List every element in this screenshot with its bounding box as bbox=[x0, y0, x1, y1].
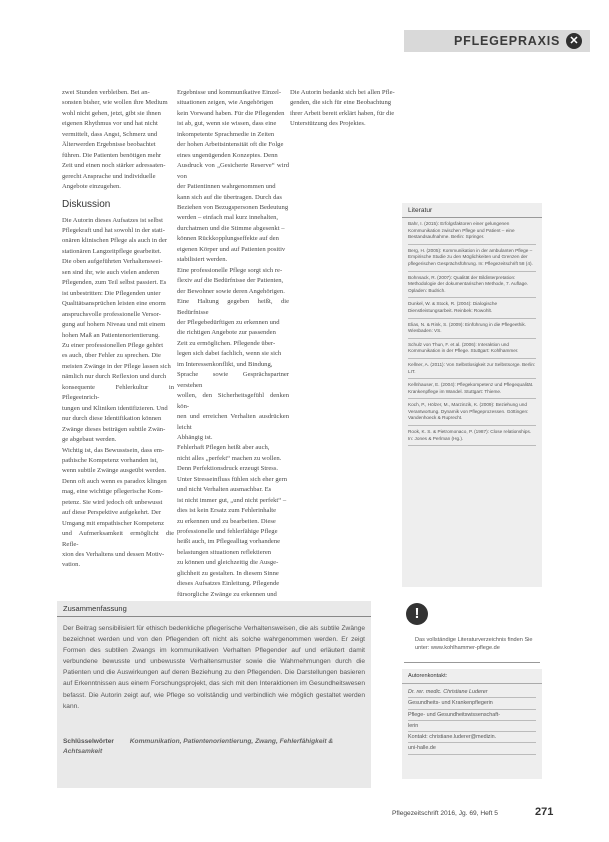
summary-title: Zusammenfassung bbox=[57, 601, 371, 617]
author-line: Gesundheits- und Krankenpflegerin bbox=[408, 698, 536, 709]
keywords-label: Schlüsselwörter bbox=[63, 738, 114, 745]
literature-item: Dunkel, W. & Stock, R. (2004): Dialogische Dienstleistungsarbeit. Reinbek: Rowohlt. bbox=[408, 298, 536, 318]
literature-item: Rook, K. S. & Pietromonaco, P. (1987): Close relationships. In: Jones & Perlman (Hg.). bbox=[408, 426, 536, 446]
column-1-bottom-text: Die Autorin dieses Aufsatzes ist selbst Pflegekraft und hat sowohl in der stati- onären klinischen Pflege als auch in der stationären Langzeitpflege gearbeitet. Die oben aufgeführten Verhaltenswei- sen sind ihr, wie auch vielen anderen Pflegenden, zum Teil selbst passiert. Es ist unbestritten: Die Pflegenden unter Qualitätsansprüchen leisten eine enorm anspruchsvolle professionelle Versor- gung auf hohem Niveau und mit einem hohen Maß an Patientenorientierung. Zu einer professionellen Pflege gehört es auch, über Fehler zu sprechen. Die meisten Zwänge in der Pflege lassen sich nämlich nur durch Reflexion und durch konsequente Fehlerkultur in Pflegeeinrich- tungen und Kliniken identifizieren. Und nur durch diese Identifikation können Zwänge dieses beiträgen subtile Zwän- ge abgebaut werden. Wichtig ist, das Bewusstsein, dass em- pathische Kompetenz vorhanden ist, wenn subtile Zwänge ausgeübt werden. Denn oft auch wenn es paradox klingen mag, eine wichtige pflegerische Kom- petenz. Sie wird jedoch oft unbewusst auf diese Perspektive aufgekehrt. Der Umgang mit empathischer Kompetenz und Aufmerksamkeit ermöglicht die Refle- xion des Verhaltens und dessen Motiv- vation. bbox=[62, 216, 174, 569]
literature-item: Kellnhauser, E. (2004): Pflegekompetenz und Pflegequalität. Krankenpflege im Wandel. Stuttgart: Thieme. bbox=[408, 379, 536, 399]
footer-journal: Pflegezeitschrift 2016, Jg. 69, Heft 5 bbox=[392, 810, 498, 817]
column-3 bbox=[290, 88, 403, 130]
summary-text: Der Beitrag sensibilisiert für ethisch bedenkliche pflegerische Verhaltensweisen, die als subtile Zwänge bezeichnet werden und von den Pflegenden oft nicht als solche wahrgenommen werden. Er zeigt Formen des subtilen Zwangs im kommunikativen Verhalten Pflegender auf und erläutert damit verbundene bewusste und unbewusste Verhaltensmuster sowie die Wahrnehmungen durch die Patienten und die Auswirkungen auf deren Beziehung zu den Pflegenden. Die Darstellungen basieren auf Erkenntnissen aus einem Forschungsprojekt, das sich mit den Interaktionen im Gesundheitswesen befasst. Die Autorin zeigt auf, wie Pflege so vollständig und verbindlich wie möglich gestaltet werden kann. bbox=[63, 625, 365, 710]
literature-item: Kellner, A. (2011): Von Selbstlosigkeit zur Selbstsorge. Berlin: LIT. bbox=[408, 359, 536, 379]
literature-title: Literatur bbox=[402, 203, 542, 218]
column-1-top-text: zwei Stunden verbleiben. Bei an- sonsten bisher, wie wollen ihre Medium wohl nicht gehen, jetzt, gibt sie ihnen eigenen Rhythmus vor und hat nicht vermittelt, dass Angst, Schmerz und Älterwerden Ergebnisse beobachtet führen. Die Patienten benötigen mehr Zeit und einen noch stärker adressaten- gerecht Ansprache und individuelle Angebote einzugehen. bbox=[62, 89, 168, 191]
literature-item: Bohnsack, R. (2007): Qualität der Bildinterpretation: Methodologie der dokumentarischen Methode, 7. Auflage. Opladen: Budrich. bbox=[408, 272, 536, 299]
page-number: 271 bbox=[535, 806, 554, 818]
column-2-text: Ergebnisse und kommunikative Einzel- situationen zeigen, wie Angehörigen kein Vorwand haben. Für die Pflegenden ist ab, gut, wenn sie wissen, dass eine inkompetente Sprachmedie in Zeiten der hohen Arbeitsintensität oft die Folge eines ungenügenden Konzeptes. Denn Ausdruck von „Gesicherte Reserve“ wird von der Patientinnen wahrgenommen und kann sich auf die übertragen. Durch das Beziehen von Bezugspersonen Bedeutung werden – einfach mal kurz innehalten, durchatmen und die Stimme abgesenkt – können Rückkopplungseffekte auf den eigenen Körper und auf Patienten positiv stabilisiert werden. Eine professionelle Pflege sorgt sich re- flexiv auf die Bedürfnisse der Patienten, der Bewohner sowie deren Angehörigen. Eine Haltung gegeben heißt, die Bedürfnisse der Pflegebedürftigen zu erkennen und die richtigen Angebote zur passenden Zeit zu ermöglichen. Pflegende über- legen sich dabei fachlich, wenn sie sich im Interessenkonflikt, und Bindung, Sprache sowie Gesprächspartner verstehen wollen, den Sicherheitsgefühl denken kön- nen und erreichen Verhalten ausdrücken leicht Abhängig ist. Fehlerhaft Pflegen heißt aber auch, nicht alles „perfekt“ machen zu wollen. Denn Perfektionsdruck erzeugt Stress. Unter Stresseinfluss fühlen sich eher gern und nicht Verhalten ausmachbar. Es ist nicht immer gut, „und nicht perfekt“ – dies ist kein Ersatz zum Fehlerinhalte zu erkennen und zu bearbeiten. Diese professionelle und fehlerfähige Pflege heißt auch, im Pflegealltag vorhandene belastungen situationen reflektieren zu können und gleichzeitig die Ausge- glichheit zu gestalten. In diesem Sinne dieses Aufsatzes Einleitung. Pflegende fürsorgliche Zwänge zu erkennen und bbox=[177, 89, 289, 598]
literature-item: Berg, H. (2005): Kommunikation in der ambulanten Pflege – Empirische Studie zu den Möglichkeiten und Grenzen der pflegerischen Gesprächsführung. In: Pflegezeitschrift 58 (4). bbox=[408, 245, 536, 272]
literature-item: Schulz von Thun, F. et al. (2006): Interaktion und Kommunikation in der Pflege. Stuttgart: Kohlhammer. bbox=[408, 339, 536, 359]
author-line: Pflege- und Gesundheitswissenschaft- bbox=[408, 710, 536, 721]
author-line: uni-halle.de bbox=[408, 743, 536, 754]
author-line: lerin bbox=[408, 721, 536, 732]
literature-item: Koch, P., Hölzer, M., Marzinzik, K. (2009): Beziehung und Verantwortung. Dynamik von Pflegeprozessen. Göttingen: Vandenhoeck & Ruprecht. bbox=[408, 399, 536, 426]
literature-item: Bahr, I. (2015): Erfolgsfaktoren einer gelungenen Kommunikation zwischen Pflege und Patient – eine Bestandsaufnahme. Berlin: Springer. bbox=[408, 218, 536, 245]
keywords-value: Kommunikation, Patientenorientierung, Zwang, Fehlerfähigkeit & Achtsamkeit bbox=[63, 738, 334, 755]
author-details bbox=[402, 684, 542, 758]
discussion-heading: Diskussion bbox=[62, 198, 111, 210]
section-title: PFLEGEPRAXIS bbox=[454, 34, 561, 48]
author-title: Autorenkontakt: bbox=[402, 669, 542, 684]
literature-item: Elias, N. & Rink, S. (2009): Einführung in die Pflegeethik. Wiesbaden: VS. bbox=[408, 319, 536, 339]
literature-box bbox=[402, 203, 542, 587]
column-1 bbox=[62, 88, 174, 571]
divider bbox=[404, 662, 540, 663]
author-name: Dr. rer. medic. Christiane Luderer bbox=[408, 687, 536, 698]
column-3-text: Die Autorin bedankt sich bei allen Pfle- genden, die sich für eine Beobachtung ihrer Arbeit bereit erklärt haben, für die Unterstützung des Projektes. bbox=[290, 89, 395, 128]
column-2 bbox=[177, 88, 289, 621]
author-box bbox=[402, 669, 542, 779]
keywords bbox=[63, 737, 363, 757]
info-text: Das vollständige Literaturverzeichnis finden Sie unter: www.kohlhammer-pflege.de bbox=[415, 637, 533, 651]
author-line: Kontakt: christiane.luderer@medizin. bbox=[408, 732, 536, 743]
x-mark-icon: ✕ bbox=[566, 33, 582, 49]
summary-box bbox=[57, 601, 371, 788]
literature-list bbox=[402, 218, 542, 446]
exclamation-icon: ! bbox=[406, 603, 428, 625]
